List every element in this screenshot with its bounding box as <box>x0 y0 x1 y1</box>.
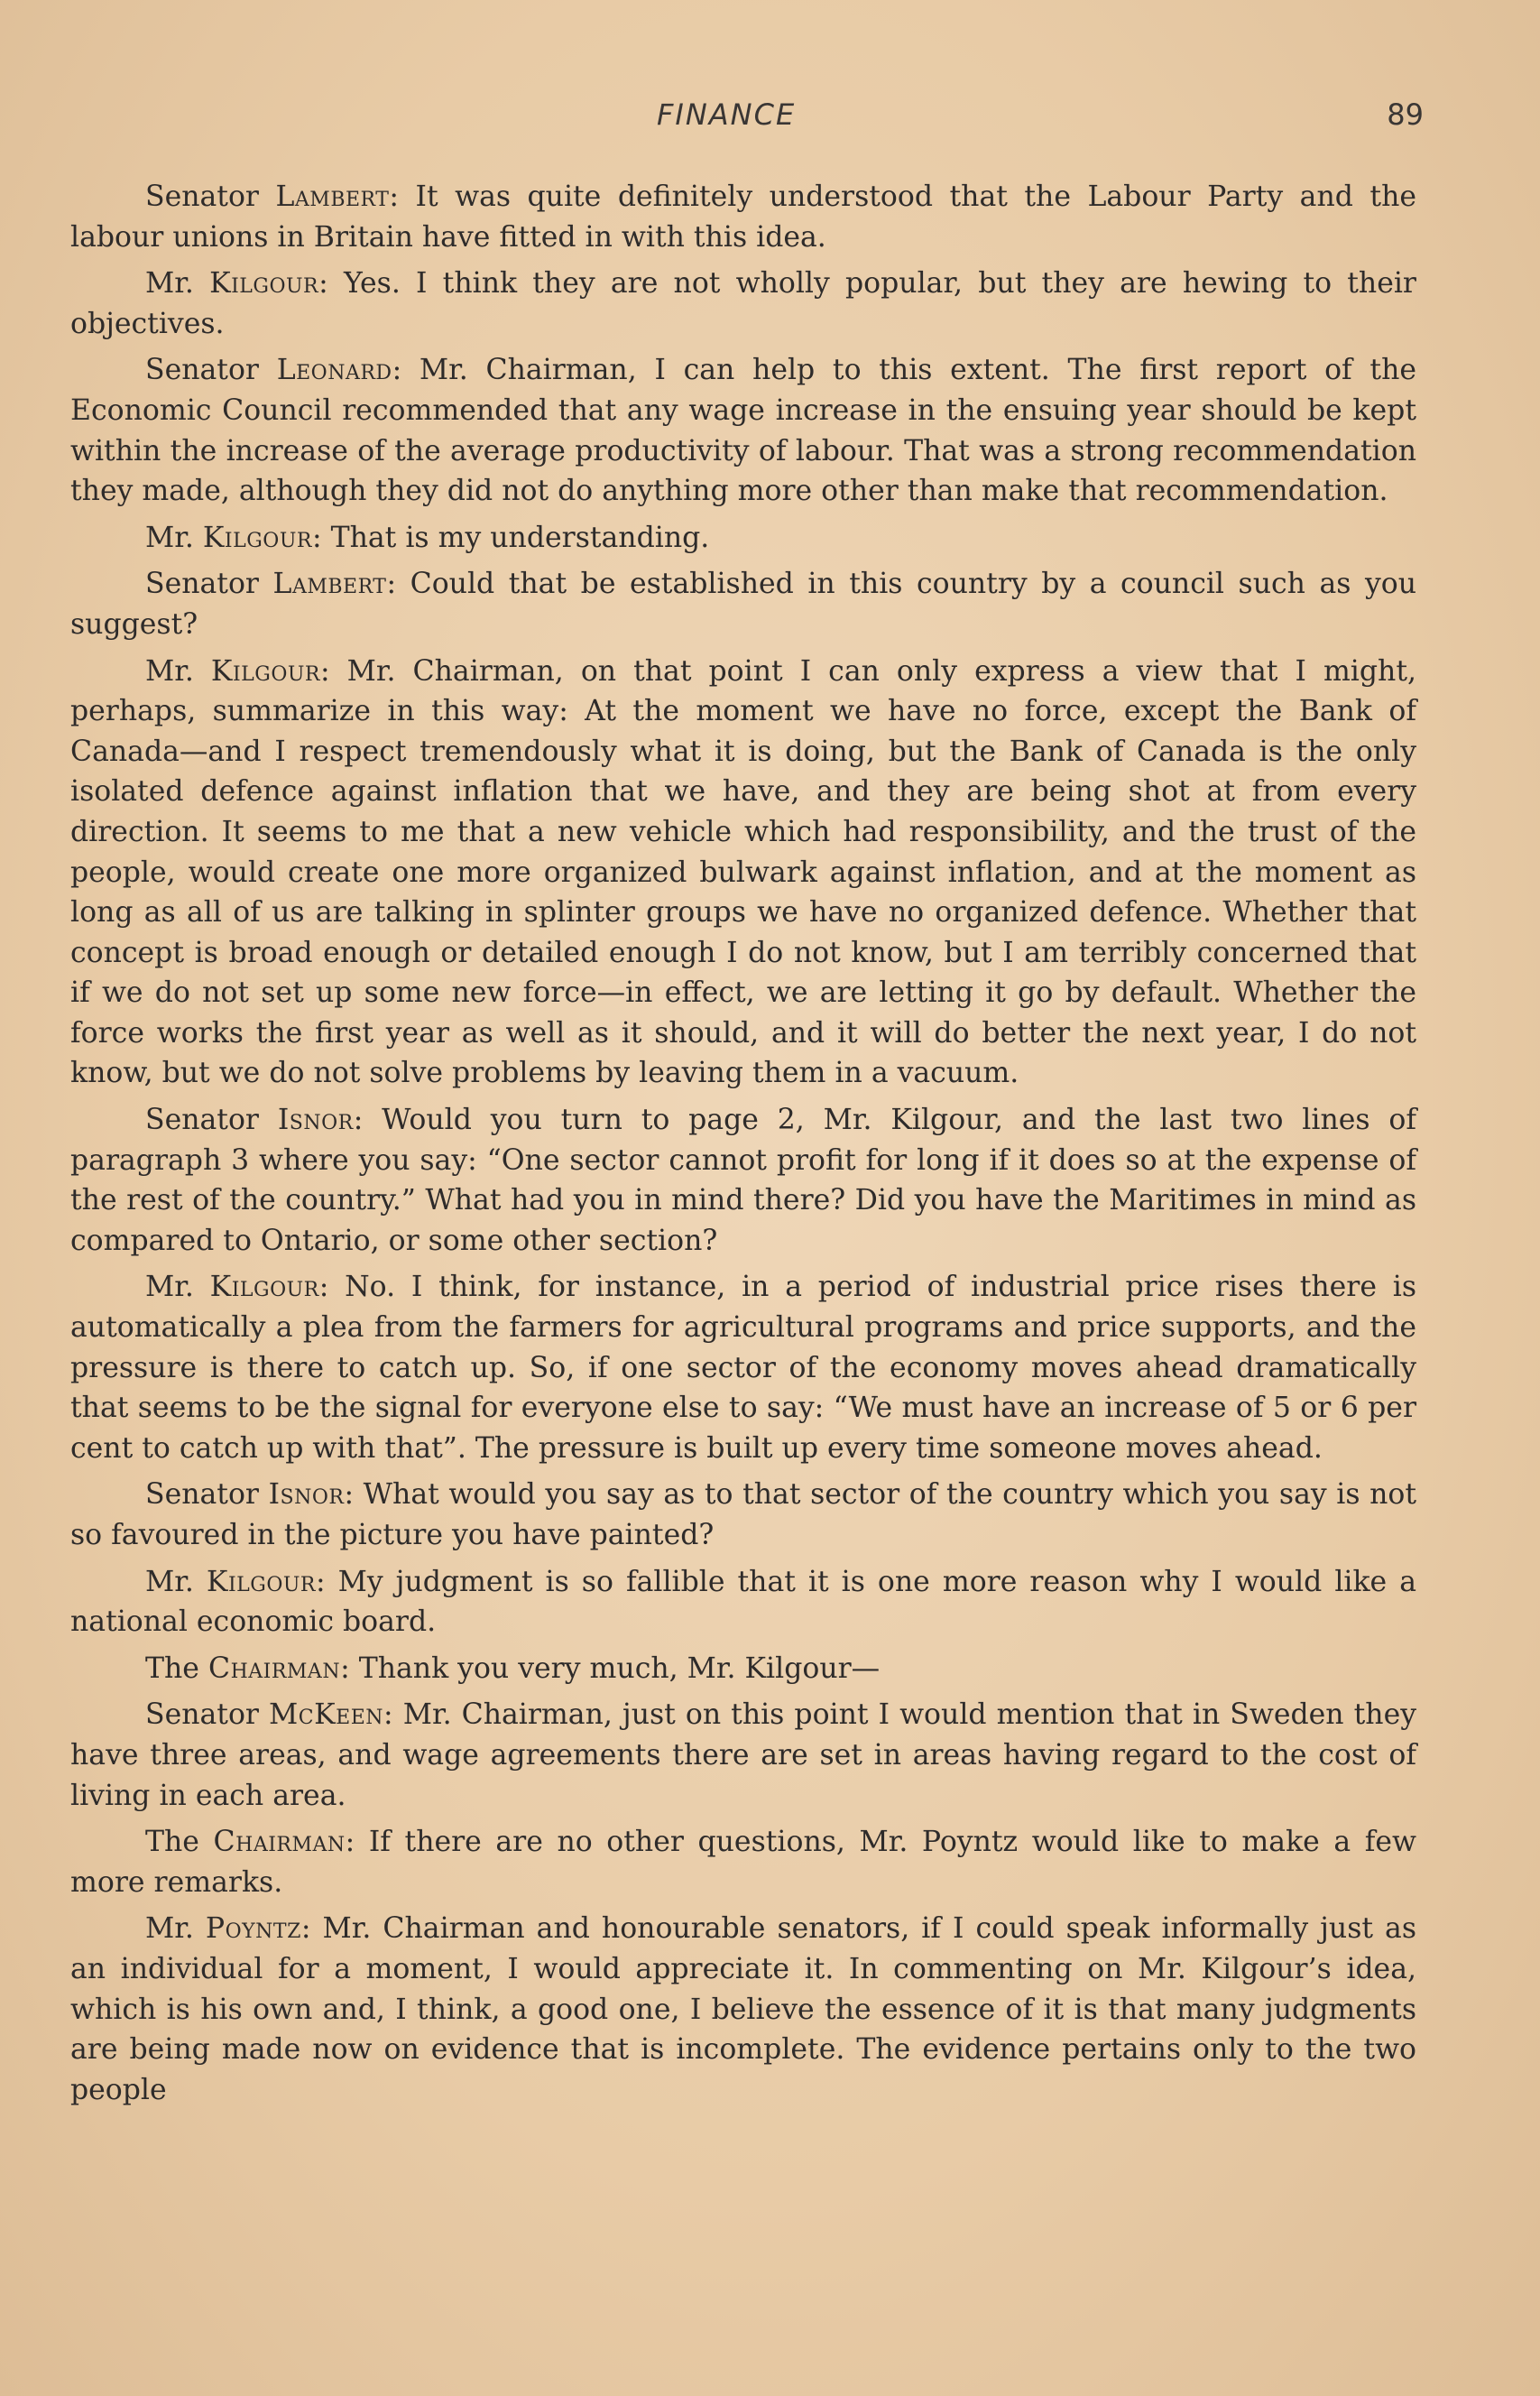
paragraph <box>70 350 1416 511</box>
speaker-name: Isnor <box>268 1478 345 1512</box>
speaker-title: The <box>145 1651 199 1685</box>
speaker-name: McKeen <box>269 1698 384 1732</box>
speaker-title: Senator <box>145 568 259 601</box>
speaker-title: Mr. <box>145 1271 194 1304</box>
paragraph-text: : It was quite definitely understood that the Labour Party and the labour unions in Britain have fitted in with this idea. <box>70 180 1416 254</box>
paragraph-text: : Yes. I think they are not wholly popular, but they are hewing to their objectives. <box>70 267 1416 340</box>
speaker-name: Kilgour <box>210 654 320 688</box>
paragraph <box>70 1649 1416 1689</box>
paragraph <box>70 1822 1416 1902</box>
paragraph-text: : My judgment is so fallible that it is one more reason why I would like a national economic board. <box>70 1565 1417 1639</box>
speaker-name: Kilgour <box>209 267 319 301</box>
speaker-title: Senator <box>145 180 259 213</box>
page-number: 89 <box>1387 97 1424 132</box>
paragraph <box>70 1562 1416 1642</box>
paragraph <box>70 1267 1416 1468</box>
paragraph <box>70 652 1416 1095</box>
paragraph <box>70 264 1416 344</box>
speaker-title: Senator <box>145 1698 259 1732</box>
speaker-name: Isnor <box>277 1104 354 1137</box>
page-header <box>70 97 1424 137</box>
paragraph-text: : Mr. Chairman and honourable senators, if I could speak informally just as an individual for a moment, I would appreciate it. In commenting on Mr. Kilgour’s idea, which is his own and, I think, a good one, I believe the essence of it is that many judgments are being made now on evidence that is incomplete. The evidence pertains only to the two people <box>70 1912 1417 2106</box>
speaker-title: Mr. <box>145 1912 194 1946</box>
speaker-title: The <box>145 1826 199 1859</box>
paragraph <box>70 518 1416 559</box>
paragraph-text: : Mr. Chairman, just on this point I would mention that in Sweden they have three areas, and wage agreements there are set in areas having regard to the cost of living in each area. <box>70 1698 1417 1812</box>
paragraph-text: : That is my understanding. <box>311 521 710 554</box>
paragraph-text: : Thank you very much, Mr. Kilgour— <box>340 1651 881 1685</box>
speaker-title: Mr. <box>145 654 194 688</box>
paragraph-text: : Would you turn to page 2, Mr. Kilgour, and the last two lines of paragraph 3 where you say: “One sector cannot profit for long if it does so at the expense of the rest of the country.” What had you in mind there? Did you have the Maritimes in mind as compared to Ontario, or some other section? <box>70 1104 1417 1257</box>
speaker-name: Lambert <box>272 568 387 601</box>
speaker-name: Chairman <box>207 1651 341 1685</box>
paragraph-text: : Could that be established in this country by a council such as you suggest? <box>70 568 1416 641</box>
paragraph <box>70 1909 1416 2110</box>
paragraph <box>70 564 1416 644</box>
speaker-title: Mr. <box>145 267 194 301</box>
speaker-title: Senator <box>145 1478 259 1512</box>
speaker-name: Kilgour <box>206 1565 316 1598</box>
paragraph <box>70 177 1416 257</box>
speaker-name: Lambert <box>275 180 390 213</box>
speaker-title: Mr. <box>145 1565 194 1598</box>
paragraph-text: : Mr. Chairman, on that point I can only express a view that I might, perhaps, summarize in this way: At the moment we have no force, except the Bank of Canada—and I respect tremendously what it is doing, but the Bank of Canada is the only isolated defence against inflation that we have, and they are being shot at from every direction. It seems to me that a new vehicle which had responsibility, and the trust of the people, would create one more organized bulwark against inflation, and at the moment as long as all of us are talking in splinter groups we have no organized defence. Whether that concept is broad enough or detailed enough I do not know, but I am terribly concerned that if we do not set up some new force—in effect, we are letting it go by default. Whether the force works the first year as well as it should, and it will do better the next year, I do not know, but we do not solve problems by leaving them in a vacuum. <box>70 654 1417 1090</box>
speaker-title: Mr. <box>145 521 194 554</box>
paragraph <box>70 1695 1416 1816</box>
speaker-name: Kilgour <box>209 1271 319 1304</box>
paragraph <box>70 1475 1416 1555</box>
paragraph-text: : Mr. Chairman, I can help to this extent. The first report of the Economic Council recommended that any wage increase in the ensuing year should be kept within the increase of the average productivity of labour. That was a strong recommendation they made, although they did not do anything more other than make that recommendation. <box>70 354 1416 508</box>
paragraph-text: : No. I think, for instance, in a period of industrial price rises there is automatically a plea from the farmers for agricultural programs and price supports, and the pressure is there to catch up. So, if one sector of the economy moves ahead dramatically that seems to be the signal for everyone else to say: “We must have an increase of 5 or 6 per cent to catch up with that”. The pressure is built up every time someone moves ahead. <box>70 1271 1416 1465</box>
speaker-name: Leonard <box>276 354 392 387</box>
paragraph <box>70 1100 1416 1261</box>
speaker-name: Poyntz <box>205 1912 301 1946</box>
paragraph-text: : If there are no other questions, Mr. Poyntz would like to make a few more remarks. <box>70 1826 1417 1899</box>
speaker-title: Senator <box>145 354 259 387</box>
speaker-name: Kilgour <box>202 521 312 554</box>
paragraph-text: : What would you say as to that sector of the country which you say is not so favoured in the picture you have painted? <box>70 1478 1417 1551</box>
transcript-body <box>70 177 1416 2116</box>
running-head: FINANCE <box>657 97 797 132</box>
speaker-name: Chairman <box>213 1826 346 1859</box>
speaker-title: Senator <box>145 1104 259 1137</box>
